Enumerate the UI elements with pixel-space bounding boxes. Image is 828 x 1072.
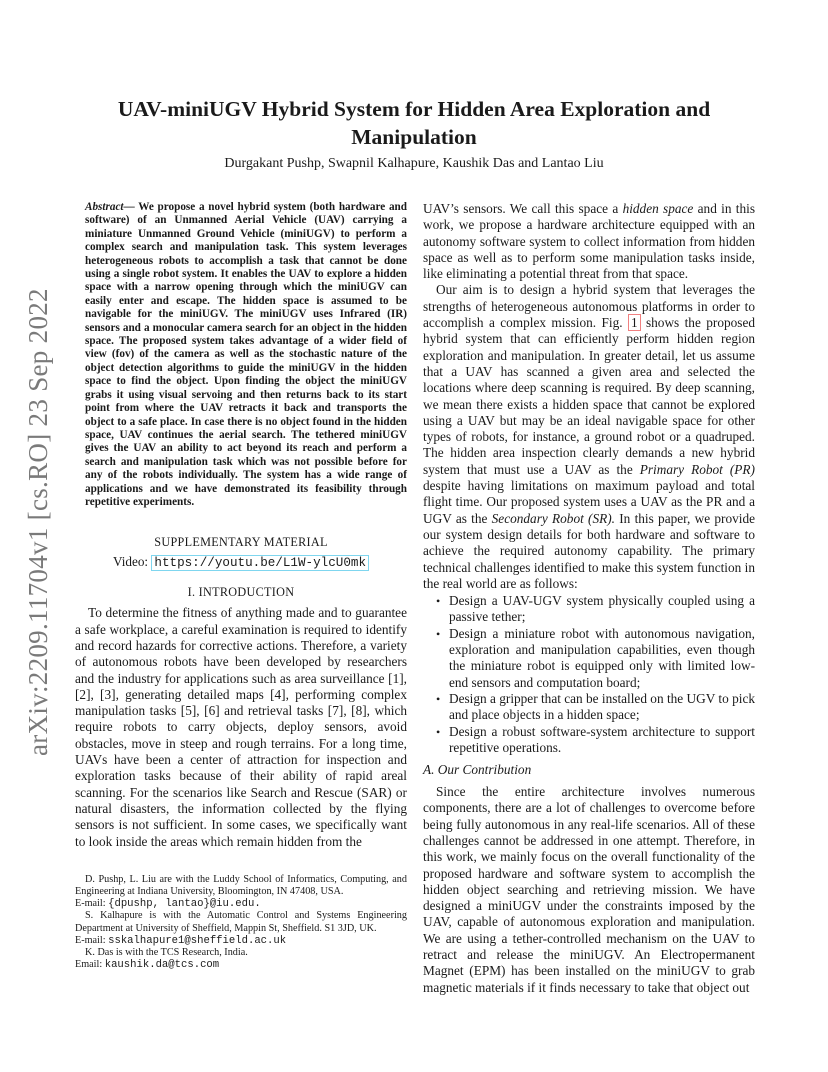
- arxiv-identifier: arXiv:2209.11704v1 [cs.RO] 23 Sep 2022: [23, 288, 53, 757]
- intro-paragraph-2: [423, 282, 755, 592]
- footnote-email-label: E-mail:: [75, 934, 106, 946]
- footnote-email[interactable]: {dpushp, lantao}@iu.edu.: [108, 898, 261, 911]
- left-column: [75, 201, 407, 971]
- video-line: [75, 554, 407, 570]
- video-label: Video:: [112, 554, 149, 570]
- footnote-email-label: E-mail:: [75, 898, 106, 910]
- list-item: • Design a miniature robot with autonomous navigation, exploration and manipulation capabilities, even though the miniature robot is equipped only with limited low-end sensors and computation board;: [423, 626, 755, 691]
- list-item: • Design a robust software-system architecture to support repetitive operations.: [423, 724, 755, 757]
- footnote-email[interactable]: sskalhapure1@sheffield.ac.uk: [108, 934, 287, 947]
- paragraph-text: Our aim is to design a hybrid system that leverages the strengths of heterogeneous autonomous platforms in order to accomplish a complex mission. Fig.: [423, 282, 755, 331]
- contribution-paragraph: Since the entire architecture involves numerous components, there are a lot of challenges to overcome before being fully autonomous in any real-life scenarios. All of these challenges cannot be addressed in one attempt. Therefore, in this work, we mainly focus on the overall functionality of the proposed hardware and software system to accomplish the hidden object searching and retrieving mission. We have designed a miniUGV under the constraints imposed by the UAV, capable of autonomous exploration and manipulation. We are using a tether-controlled mechanism on the UAV to retract and release the miniUGV. An Electropermanent Magnet (EPM) has been installed on the miniUGV to grab magnetic materials if it finds necessary to take that object out: [423, 784, 755, 995]
- intro-paragraph-1: To determine the fitness of anything made and to guarantee a safe workplace, a careful examination is required to identify and record hazards for corrective actions. Therefore, a variety of autonomous robots have been developed by researchers and the industry for applications such as area surveillance [1], [2], [3], generating detailed maps [4], performing complex manipulation tasks [5], [6] and retrieval tasks [7], [8], which require robots to carry objects, deploy sensors, avoid obstacles, move in steep and rough terrains. For a long time, UAVs have been a center of attraction for inspection and exploration tasks because of their ability of rapid areal scanning. For the scenarios like Search and Rescue (SAR) or natural disasters, the information collected by the flying sensors is not sufficient. In some cases, we specifically want to look inside the areas which remain hidden from the: [75, 605, 407, 849]
- abstract: [75, 201, 407, 509]
- footnote-text: K. Das is with the TCS Research, India.: [85, 947, 248, 959]
- footnote-email-label: Email:: [75, 959, 103, 971]
- footnote-email[interactable]: kaushik.da@tcs.com: [104, 959, 220, 972]
- list-item: • Design a UAV-UGV system physically coupled using a passive tether;: [423, 593, 755, 626]
- section-heading-introduction: I. INTRODUCTION: [187, 585, 295, 600]
- footnote-affiliation-1: [75, 874, 407, 911]
- footnotes: [75, 874, 407, 972]
- abstract-text: — We propose a novel hybrid system (both hardware and software) of an Unmanned Aerial Vehicle (UAV) carrying a miniature Unmanned Ground Vehicle (miniUGV) to perform a complex search and manipulation task. This system leverages heterogeneous robots to accomplish a task that cannot be done using a single robot system. It enables the UAV to explore a hidden space with a narrow opening through which the miniUGV can easily enter and escape. The hidden space is assumed to be navigable for the miniUGV. The miniUGV uses Infrared (IR) sensors and a monocular camera search for an object in the hidden space. The proposed system takes advantage of a wider field of view (fov) of the camera as well as the stochastic nature of the object detection algorithms to guide the miniUGV in the hidden space to find the object. Upon finding the object the miniUGV grabs it using visual servoing and then returns back to its start point from where the UAV retracts it back and transports the object to a safe place. In case there is no object found in the hidden space, UAV continues the aerial search. The tethered miniUGV gives the UAV an ability to act beyond its reach and perform a search and manipulation task which was not possible before for any of the robots individually. The system has a wide range of applications and we have demonstrated its feasibility through repetitive experiments.: [85, 201, 407, 508]
- subsection-heading-contribution: A. Our Contribution: [423, 762, 532, 778]
- paragraph-text: In this paper, we provide our system design details for both hardware and software to achieve the required autonomy capability. The primary technical challenges identified to make this system function in the real world are as follows:: [423, 510, 755, 591]
- footnote-affiliation-3: [75, 947, 407, 971]
- list-item: • Design a gripper that can be installed on the UGV to pick and place objects in a hidden space;: [423, 691, 755, 724]
- video-link[interactable]: https://youtu.be/L1W-ylcU0mk: [151, 555, 369, 571]
- emphasis-primary-robot: Primary Robot (PR): [639, 461, 755, 477]
- emphasis-secondary-robot: Secondary Robot (SR).: [491, 510, 615, 526]
- paragraph-text: UAV’s sensors. We call this space a: [423, 201, 623, 216]
- figure-reference-link[interactable]: 1: [628, 314, 641, 331]
- footnote-text: D. Pushp, L. Liu are with the Luddy School of Informatics, Computing, and Engineering at Indiana University, Bloomington, IN 47408, USA.: [75, 873, 407, 897]
- emphasis-hidden-space: hidden space: [622, 201, 694, 216]
- footnote-text: S. Kalhapure is with the Automatic Control and Systems Engineering Department at University of Sheffield, Mappin St, Sheffield. S1 3JD, UK.: [75, 910, 407, 934]
- abstract-label: Abstract: [85, 201, 124, 213]
- challenges-list: [423, 593, 755, 756]
- paragraph-text: shows the proposed hybrid system that can efficiently perform hidden region exploration and manipulation. In greater detail, let us assume that a UAV has scanned a given area and selected the locations where deep scanning is required. By deep scanning, we mean there exists a hidden space that cannot be explored using a UAV but may be an ideal navigable space for other types of robots, for instance, a ground robot or a quadruped. The hidden area inspection clearly demands a new hybrid system that must use a UAV as the: [423, 315, 755, 477]
- paper-authors: Durgakant Pushp, Swapnil Kalhapure, Kaushik Das and Lantao Liu: [224, 156, 604, 171]
- paragraph-text: and in this work, we propose a hardware architecture equipped with an autonomy software system to collect information from hidden space as well as to perform some manipulation tasks inside, like eliminating a potential threat from that space.: [423, 201, 756, 282]
- paragraph-text: despite having limitations on maximum payload and total flight time. Our proposed system uses a UAV as the PR and a UGV as the: [423, 478, 755, 526]
- footnote-affiliation-2: [75, 910, 407, 947]
- intro-paragraph-1-continued: [423, 201, 755, 282]
- paper-title: UAV-miniUGV Hybrid System for Hidden Area Exploration and Manipulation: [117, 97, 711, 149]
- right-column: [423, 201, 755, 996]
- supplementary-heading: SUPPLEMENTARY MATERIAL: [154, 535, 328, 550]
